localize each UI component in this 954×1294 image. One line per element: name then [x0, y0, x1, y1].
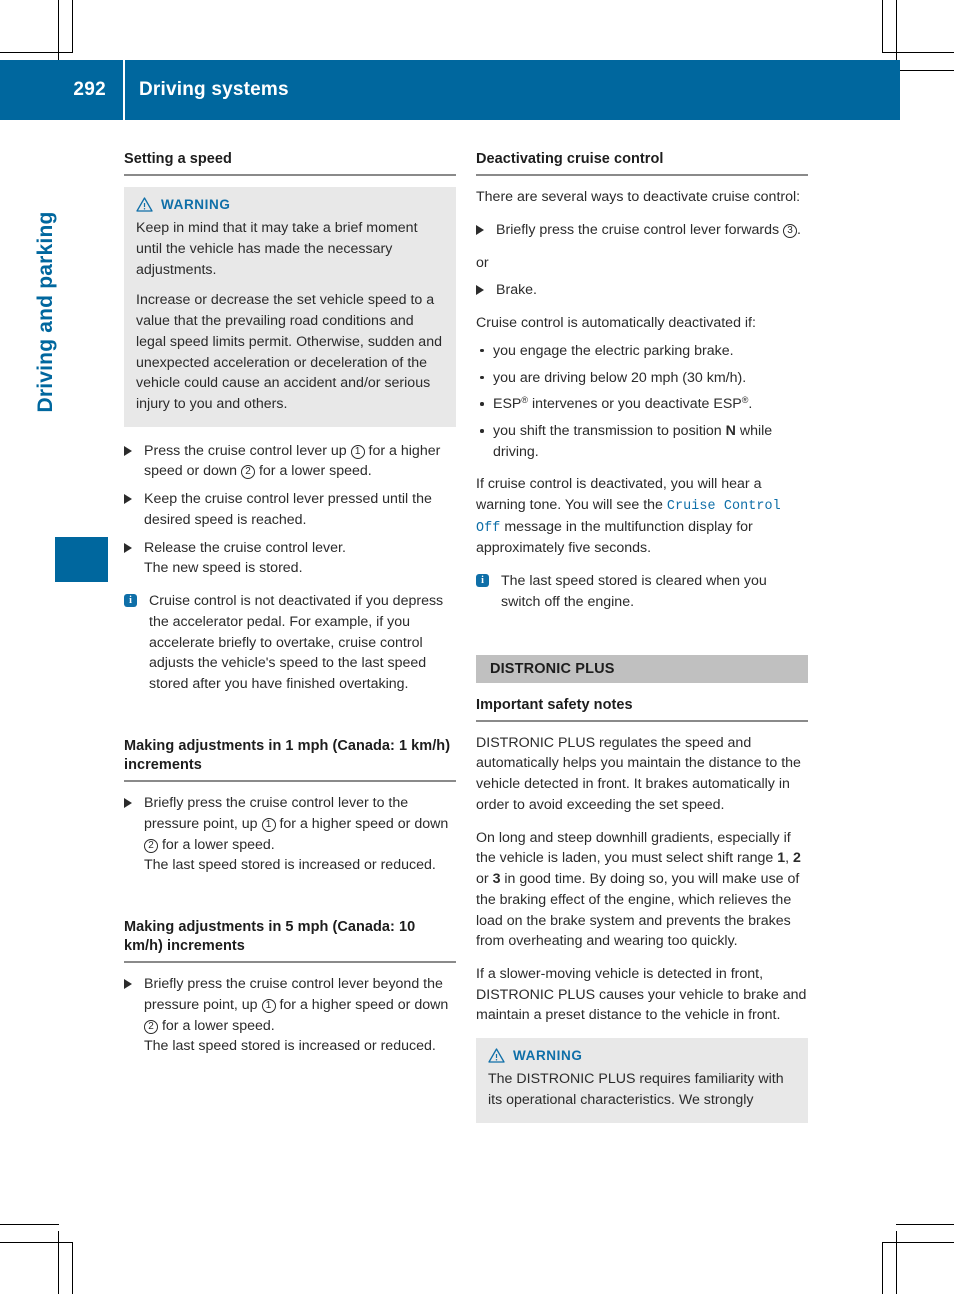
multifunction-display-message: Cruise Control Off: [476, 499, 781, 536]
list-item: [124, 489, 456, 530]
adjust-1mph-step-list: [124, 793, 456, 876]
deactivate-intro-text: There are several ways to deactivate cruise control:: [476, 189, 801, 206]
heading-important-safety-notes: Important safety notes: [476, 696, 808, 722]
list-item: [124, 441, 456, 482]
esp-label-first: ESP: [493, 396, 522, 413]
esp-text-post: .: [748, 396, 753, 413]
callout-number-2: 2: [144, 839, 158, 853]
left-column: [124, 150, 456, 1069]
step-arrow-icon: [476, 225, 484, 235]
step-text-post: for a lower speed.: [158, 836, 275, 853]
bullet-text-post: while driving.: [493, 423, 773, 460]
step-arrow-icon: [476, 285, 484, 295]
callout-number-1: 1: [262, 818, 276, 832]
list-item: [124, 974, 456, 1057]
warning-box-setting-speed: [124, 187, 456, 427]
gradient-text-post: in good time. By doing so, you will make use of the braking effect of the engine, which relieves the load on the brake system and prevents the brakes from overheating and wearing too quickly.: [476, 871, 800, 950]
crop-mark-bottom-left-h1: [0, 1242, 73, 1243]
list-item: [476, 394, 808, 415]
warning-header: [136, 197, 444, 212]
bullet-text: you engage the electric parking brake.: [493, 342, 734, 359]
bullet-dot: [480, 376, 484, 380]
crop-mark-bottom-left-v1: [58, 1231, 59, 1294]
heading-deactivating-cruise-control: Deactivating cruise control: [476, 150, 808, 176]
spacer: [476, 625, 808, 655]
step-text-post: .: [797, 221, 801, 238]
callout-number-1: 1: [351, 445, 365, 459]
page-number: 292: [73, 79, 106, 100]
spacer: [124, 707, 456, 737]
step-subtext: The last speed stored is increased or reduced.: [144, 857, 436, 874]
warning-paragraph-2: Increase or decrease the set vehicle speed to a value that the prevailing road conditions and legal speed limits permit. Otherwise, sudden and unexpected acceleration or deceleration of the vehicle could cause an accident and/or serious injury to you and others.: [136, 292, 442, 412]
callout-number-1: 1: [262, 999, 276, 1013]
step-text-mid: for a higher speed or down: [275, 815, 449, 832]
crop-mark-top-left-v2: [72, 0, 73, 52]
list-item: [124, 538, 456, 579]
crop-mark-top-right-v2: [896, 0, 897, 63]
deactivated-message-paragraph: [476, 474, 808, 559]
crop-mark-bottom-right-h1: [882, 1242, 954, 1243]
step-arrow-icon: [124, 446, 132, 456]
warning-header: [488, 1048, 796, 1063]
crop-mark-top-right-h2: [896, 70, 954, 71]
deactivated-text-pre: If cruise control is deactivated, you will hear a warning tone. You will see the: [476, 476, 762, 514]
step-text-post: for a lower speed.: [158, 1017, 275, 1034]
callout-number-2: 2: [241, 465, 255, 479]
chapter-tab-marker: [55, 537, 108, 582]
section-band-distronic-plus: DISTRONIC PLUS: [476, 655, 808, 683]
heading-adjust-1mph: Making adjustments in 1 mph (Canada: 1 km/h) increments: [124, 737, 456, 782]
crop-mark-top-left-v1: [58, 0, 59, 63]
gear-position-label: N: [725, 423, 736, 439]
step-subtext: The last speed stored is increased or reduced.: [144, 1038, 436, 1055]
callout-number-2: 2: [144, 1020, 158, 1034]
adjust-5mph-step-list: [124, 974, 456, 1057]
registered-mark-icon: ®: [521, 395, 529, 406]
callout-number-3: 3: [783, 224, 797, 238]
warning-triangle-icon: [136, 197, 153, 212]
crop-mark-bottom-left-v2: [72, 1242, 73, 1294]
auto-deactivate-bullet-list: [476, 341, 808, 463]
deactivate-step-list-forward: [476, 220, 808, 241]
gradient-text-pre: On long and steep downhill gradients, especially if the vehicle is laden, you must select shift range: [476, 829, 791, 867]
esp-text-mid: intervenes or you deactivate ESP: [528, 396, 742, 413]
bullet-text: you are driving below 20 mph (30 km/h).: [493, 369, 747, 386]
info-note-text: The last speed stored is cleared when you switch off the engine.: [501, 573, 767, 610]
step-text-pre: Briefly press the cruise control lever forwards: [496, 221, 784, 238]
page-title: Driving systems: [139, 79, 289, 100]
step-text-pre: Briefly press the cruise control lever beyond the pressure point, up: [144, 976, 443, 1013]
info-icon: i: [476, 574, 489, 587]
heading-adjust-5mph: Making adjustments in 5 mph (Canada: 10 km/h) increments: [124, 918, 456, 963]
info-note-cruise-control: [124, 591, 456, 695]
list-item: [476, 368, 808, 389]
distronic-paragraph-1: DISTRONIC PLUS regulates the speed and automatically helps you maintain the distance to the vehicle detected in front. It brakes automatically in order to avoid exceeding the set speed.: [476, 734, 801, 813]
warning-label: WARNING: [513, 1048, 583, 1064]
auto-deactivate-intro: Cruise control is automatically deactivated if:: [476, 315, 756, 332]
step-arrow-icon: [124, 798, 132, 808]
crop-mark-bottom-right-v2: [896, 1231, 897, 1294]
heading-setting-a-speed: Setting a speed: [124, 150, 456, 176]
warning-triangle-icon: [488, 1048, 505, 1063]
crop-mark-top-left-h1: [0, 52, 73, 53]
step-subtext: The new speed is stored.: [144, 560, 303, 577]
page-header-bar: [0, 60, 900, 120]
step-arrow-icon: [124, 494, 132, 504]
crop-mark-top-right-h1: [882, 52, 954, 53]
or-separator-label: or: [476, 254, 489, 271]
distronic-gradient-paragraph: [476, 828, 808, 952]
gradient-sep-1: ,: [785, 850, 794, 867]
warning-label: WARNING: [161, 197, 231, 213]
step-arrow-icon: [124, 979, 132, 989]
bullet-dot: [480, 402, 484, 406]
info-icon: i: [124, 594, 137, 607]
list-item: [476, 341, 808, 362]
bullet-dot: [480, 349, 484, 353]
step-text-post: for a lower speed.: [255, 463, 372, 480]
registered-mark-icon: ®: [741, 395, 749, 406]
gradient-sep-2: or: [476, 871, 493, 888]
step-text-pre: Press the cruise control lever up: [144, 442, 351, 459]
shift-range-1: 1: [777, 850, 786, 867]
step-text-mid: for a higher speed or down: [144, 442, 441, 480]
shift-range-3: 3: [492, 871, 501, 888]
crop-mark-top-right-v1: [882, 0, 883, 52]
crop-mark-bottom-left-h2: [0, 1224, 59, 1225]
shift-range-2: 2: [793, 850, 801, 867]
step-text-pre: Briefly press the cruise control lever to the pressure point, up: [144, 795, 409, 832]
deactivate-step-list-brake: [476, 280, 808, 301]
warning-paragraph-1: Keep in mind that it may take a brief moment until the vehicle has made the necessary adjustments.: [136, 220, 418, 278]
step-arrow-icon: [124, 543, 132, 553]
info-note-last-speed: [476, 571, 808, 612]
right-column: [476, 150, 808, 1137]
deactivated-text-post: message in the multifunction display for approximately five seconds.: [476, 518, 753, 557]
warning-paragraph: The DISTRONIC PLUS requires familiarity with its operational characteristics. We strongly: [488, 1071, 784, 1108]
bullet-dot: [480, 429, 484, 433]
info-note-text: Cruise control is not deactivated if you depress the accelerator pedal. For example, if you accelerate briefly to overtake, cruise control adjusts the vehicle's speed to the last speed stored after you have finished overtaking.: [149, 593, 444, 693]
step-text: Release the cruise control lever.: [144, 539, 346, 556]
header-divider: [123, 60, 125, 120]
setting-speed-step-list: [124, 441, 456, 579]
chapter-side-label: Driving and parking: [34, 211, 57, 413]
list-item: [476, 280, 808, 301]
warning-box-distronic: [476, 1038, 808, 1122]
spacer: [124, 888, 456, 918]
step-text-mid: for a higher speed or down: [275, 996, 449, 1013]
distronic-paragraph-2: If a slower-moving vehicle is detected in front, DISTRONIC PLUS causes your vehicle to brake and maintain a preset distance to the vehicle in front.: [476, 966, 807, 1024]
list-item: [476, 421, 808, 462]
list-item: [124, 793, 456, 876]
crop-mark-bottom-right-h2: [896, 1224, 954, 1225]
crop-mark-bottom-right-v1: [882, 1242, 883, 1294]
step-text: Keep the cruise control lever pressed until the desired speed is reached.: [144, 491, 432, 528]
step-text: Brake.: [496, 282, 538, 299]
list-item: [476, 220, 808, 241]
bullet-text-pre: you shift the transmission to position: [493, 423, 726, 439]
